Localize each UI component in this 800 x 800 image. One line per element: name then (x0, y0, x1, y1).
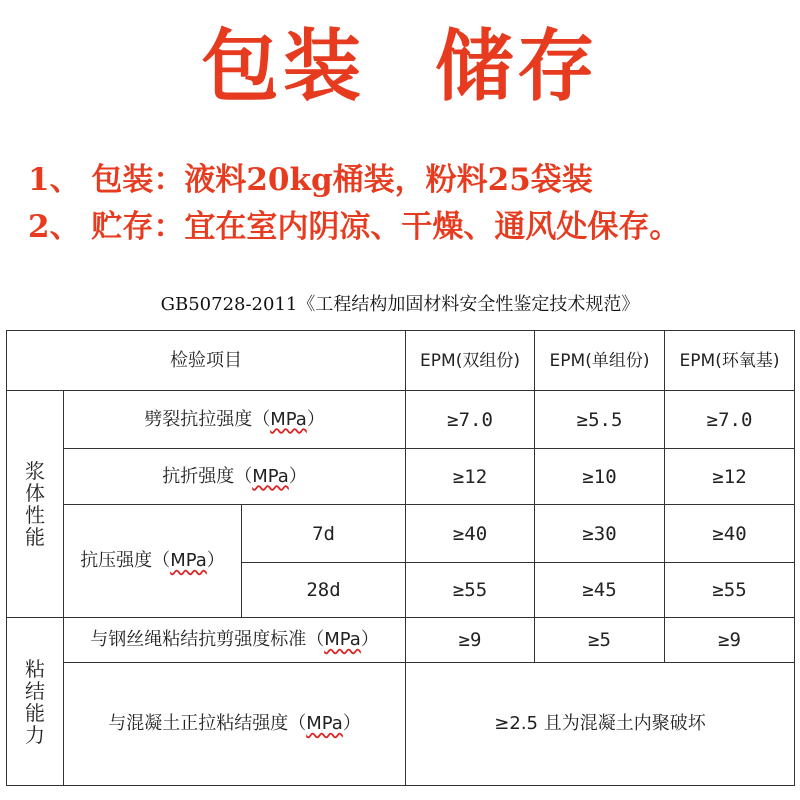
cell-value: ≥7.0 (665, 391, 795, 449)
group-label-char: 粘 (25, 656, 45, 681)
page-title (0, 0, 800, 120)
table-row (7, 663, 795, 786)
cell-value: ≥30 (535, 505, 665, 563)
group-label-slurry (7, 391, 64, 618)
title-storage: 储存 (435, 21, 600, 112)
row-label-flexural: 抗折强度（MPa） (64, 449, 406, 505)
cell-age-7d: 7d (242, 505, 406, 563)
table-row (7, 505, 795, 563)
group-label-bond (7, 618, 64, 786)
cell-age-28d: 28d (242, 563, 406, 618)
table-row (7, 618, 795, 663)
row-label-compressive: 抗压强度（MPa） (64, 505, 242, 618)
row-label-concrete-tensile: 与混凝土正拉粘结强度（MPa） (64, 663, 406, 786)
row-label-wire-rope-shear: 与钢丝绳粘结抗剪强度标准（MPa） (64, 618, 406, 663)
cell-value: ≥9 (665, 618, 795, 663)
cell-value: ≥40 (406, 505, 535, 563)
table-row (7, 449, 795, 505)
header-item: 检验项目 (7, 331, 406, 391)
group-label-char: 浆 (25, 459, 45, 483)
cell-value: ≥45 (535, 563, 665, 618)
table-caption: GB50728-2011《工程结构加固材料安全性鉴定技术规范》 (160, 294, 640, 315)
cell-value: ≥7.0 (406, 391, 535, 449)
note-storage: 2、 贮存：宜在室内阴凉、干燥、通风处保存。 (28, 209, 681, 245)
title-packaging: 包装 (200, 21, 365, 112)
cell-value: ≥55 (665, 563, 795, 618)
notes-list (28, 157, 798, 251)
note-packaging: 1、 包装：液料20kg桶装，粉料25袋装 (28, 162, 593, 198)
header-col-epoxy: EPM(环氧基) (665, 331, 795, 391)
cell-value: ≥12 (665, 449, 795, 505)
cell-value: ≥40 (665, 505, 795, 563)
table-header-row (7, 331, 795, 391)
spec-table (6, 330, 795, 786)
header-col-two-component: EPM(双组份) (406, 331, 535, 391)
cell-merged-value: ≥2.5 且为混凝土内聚破坏 (406, 663, 795, 786)
cell-value: ≥9 (406, 618, 535, 663)
header-col-one-component: EPM(单组份) (535, 331, 665, 391)
group-label-char: 力 (25, 722, 45, 747)
group-label-char: 能 (25, 525, 45, 549)
group-label-char: 结 (25, 678, 45, 703)
row-label-split-tensile: 劈裂抗拉强度（MPa） (64, 391, 406, 449)
cell-value: ≥5.5 (535, 391, 665, 449)
group-label-char: 体 (25, 481, 45, 505)
group-label-char: 能 (25, 700, 45, 725)
table-row (7, 391, 795, 449)
cell-value: ≥10 (535, 449, 665, 505)
cell-value: ≥12 (406, 449, 535, 505)
cell-value: ≥5 (535, 618, 665, 663)
group-label-char: 性 (25, 503, 45, 527)
cell-value: ≥55 (406, 563, 535, 618)
